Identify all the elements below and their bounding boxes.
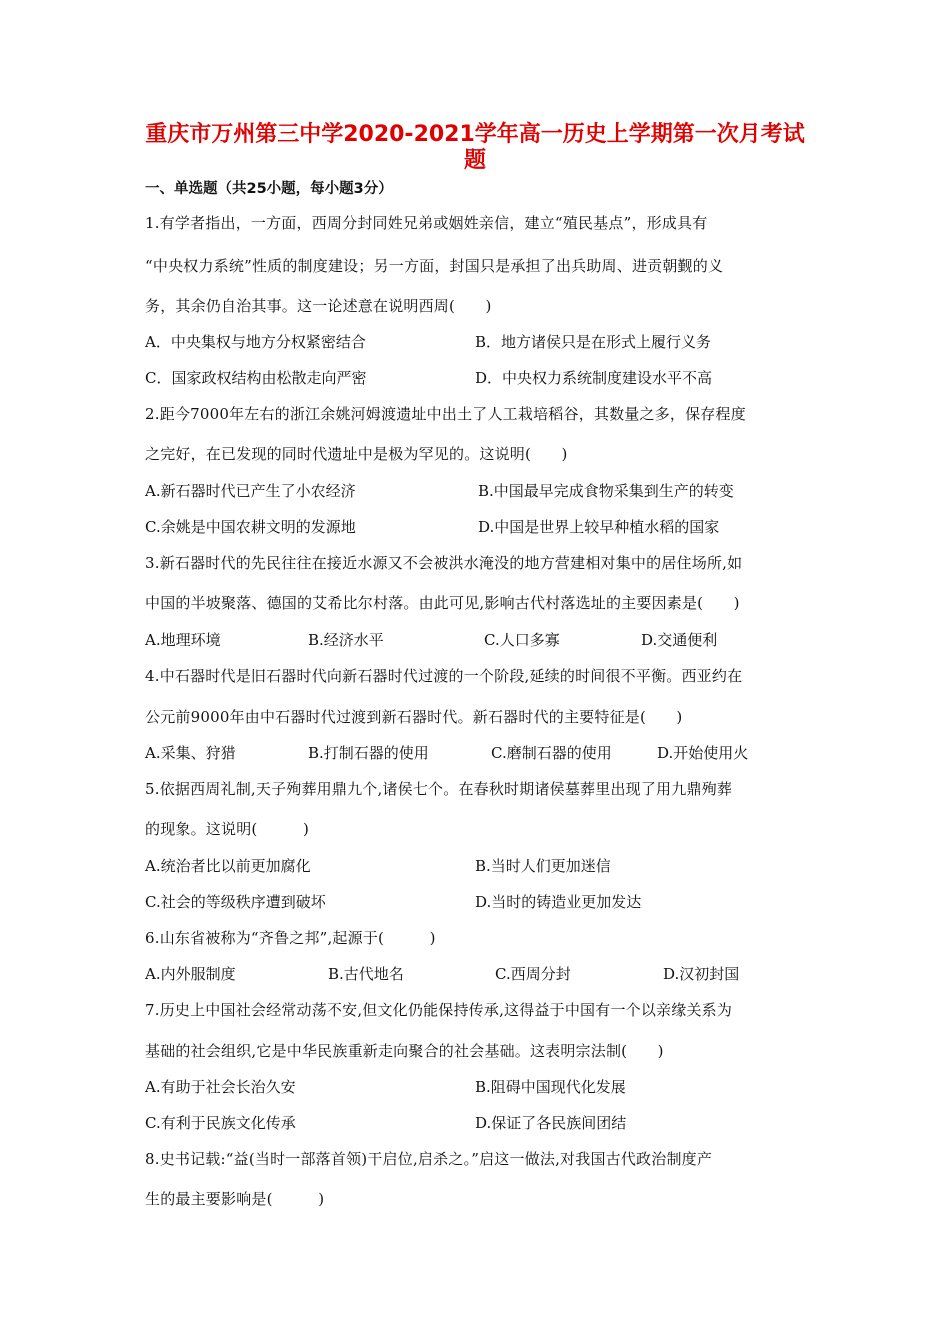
document-title-line2: 题	[463, 148, 486, 173]
question-4-line-1: 4.中石器时代是旧石器时代向新石器时代过渡的一个阶段,延续的时间很不平衡。西亚约在	[145, 667, 743, 685]
question-2-line-2: 之完好，在已发现的同时代遗址中是极为罕见的。这说明( )	[145, 445, 568, 463]
question-3-line-1: 3.新石器时代的先民往往在接近水源又不会被洪水淹没的地方营建相对集中的居住场所,如	[145, 554, 743, 572]
question-4-option-c: C.磨制石器的使用	[491, 744, 612, 762]
question-3-option-d: D.交通便利	[641, 631, 718, 649]
section-heading: 一、单选题（共25小题，每小题3分）	[145, 181, 393, 197]
question-6-option-d: D.汉初封国	[663, 965, 740, 983]
question-3-option-c: C.人口多寡	[484, 631, 560, 649]
question-1-line-2: “中央权力系统”性质的制度建设；另一方面，封国只是承担了出兵助周、进贡朝觐的义	[145, 257, 724, 275]
question-6-option-b: B.古代地名	[328, 965, 404, 983]
question-4-option-d: D.开始使用火	[657, 744, 749, 762]
question-3-line-2: 中国的半坡聚落、德国的艾希比尔村落。由此可见,影响古代村落选址的主要因素是( )	[145, 594, 740, 612]
question-7-option-d: D.保证了各民族间团结	[475, 1114, 627, 1132]
question-1-option-d: D．中央权力系统制度建设水平不高	[475, 369, 713, 387]
question-2-option-d: D.中国是世界上较早种植水稻的国家	[478, 518, 720, 536]
question-3-option-b: B.经济水平	[308, 631, 384, 649]
question-1-option-b: B．地方诸侯只是在形式上履行义务	[475, 333, 712, 351]
question-5-option-d: D.当时的铸造业更加发达	[475, 893, 642, 911]
question-6-option-a: A.内外服制度	[145, 965, 236, 983]
question-5-option-b: B.当时人们更加迷信	[475, 857, 611, 875]
question-5-option-a: A.统治者比以前更加腐化	[145, 857, 311, 875]
question-4-option-a: A.采集、狩猎	[145, 744, 236, 762]
question-2-line-1: 2.距今7000年左右的浙江余姚河姆渡遗址中出土了人工栽培稻谷，其数量之多，保存程度	[145, 405, 746, 423]
question-1-line-1: 1.有学者指出，一方面，西周分封同姓兄弟或姻姓亲信，建立“殖民基点”，形成具有	[145, 214, 708, 232]
question-8-line-2: 生的最主要影响是( )	[145, 1190, 325, 1208]
question-2-option-c: C.余姚是中国农耕文明的发源地	[145, 518, 356, 536]
question-2-option-a: A.新石器时代已产生了小农经济	[145, 482, 356, 500]
question-1-option-a: A．中央集权与地方分权紧密结合	[145, 333, 366, 351]
question-1-line-3: 务，其余仍自治其事。这一论述意在说明西周( )	[145, 297, 492, 315]
question-4-option-b: B.打制石器的使用	[308, 744, 429, 762]
question-5-line-1: 5.依据西周礼制,天子殉葬用鼎九个,诸侯七个。在春秋时期诸侯墓葬里出现了用九鼎殉葬	[145, 780, 733, 798]
question-6-option-c: C.西周分封	[495, 965, 571, 983]
question-4-line-2: 公元前9000年由中石器时代过渡到新石器时代。新石器时代的主要特征是( )	[145, 708, 683, 726]
question-7-line-1: 7.历史上中国社会经常动荡不安,但文化仍能保持传承,这得益于中国有一个以亲缘关系为	[145, 1001, 733, 1019]
question-7-option-c: C.有利于民族文化传承	[145, 1114, 296, 1132]
question-7-option-b: B.阻碍中国现代化发展	[475, 1078, 626, 1096]
question-5-option-c: C.社会的等级秩序遭到破坏	[145, 893, 326, 911]
question-6-line-1: 6.山东省被称为“齐鲁之邦”,起源于( )	[145, 929, 436, 947]
question-8-line-1: 8.史书记载:“益(当时一部落首领)干启位,启杀之。”启这一做法,对我国古代政治制度产	[145, 1150, 713, 1168]
document-title-line1: 重庆市万州第三中学2020-2021学年高一历史上学期第一次月考试	[145, 122, 805, 147]
question-7-option-a: A.有助于社会长治久安	[145, 1078, 296, 1096]
question-5-line-2: 的现象。这说明( )	[145, 820, 310, 838]
question-7-line-2: 基础的社会组织,它是中华民族重新走向聚合的社会基础。这表明宗法制( )	[145, 1042, 664, 1060]
question-1-option-c: C．国家政权结构由松散走向严密	[145, 369, 367, 387]
question-2-option-b: B.中国最早完成食物采集到生产的转变	[478, 482, 734, 500]
question-3-option-a: A.地理环境	[145, 631, 221, 649]
